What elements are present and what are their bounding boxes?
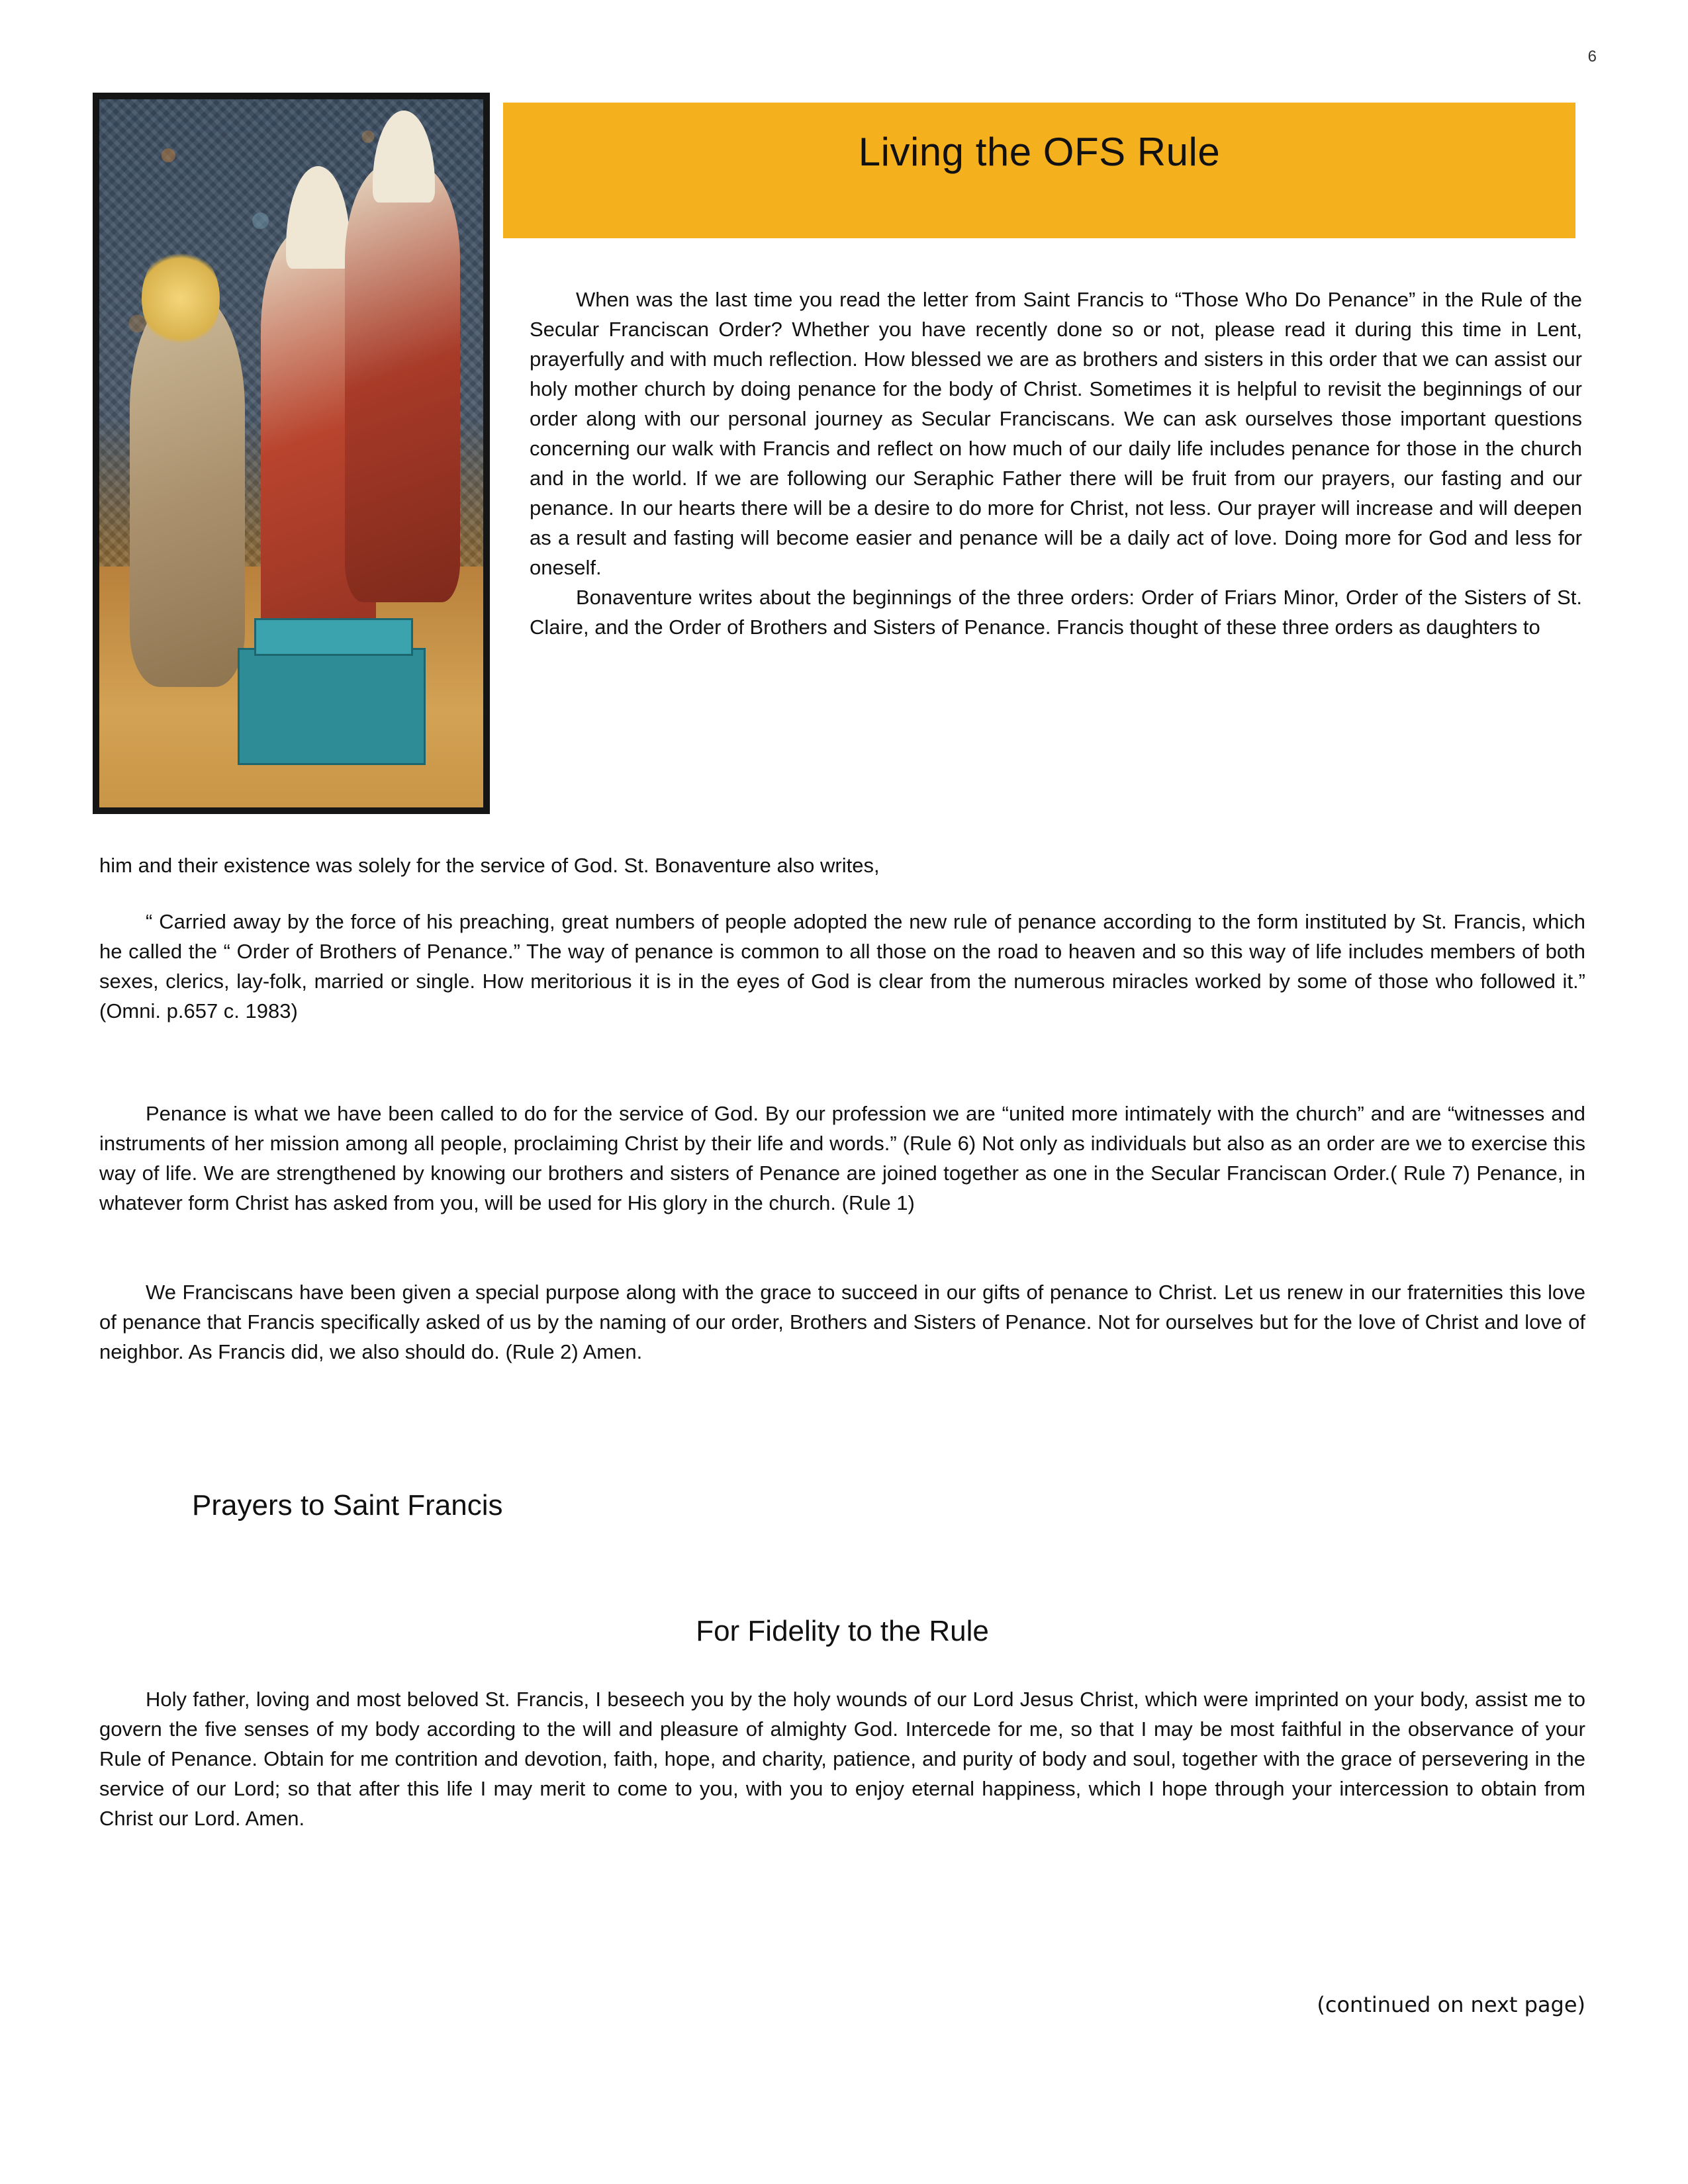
continued-note: (continued on next page): [1317, 1992, 1585, 2017]
article-quote-paragraph: “ Carried away by the force of his preaching, great numbers of people adopted the new rule of penance according to the form instituted by St. Francis, which he called the “ Order of Brothers of Penance.” The way of penance is common to all those on the road to heaven and so this way of life includes members of both sexes, clerics, lay-folk, married or single. How meritorious it is in the eyes of God is clear from the numerous miracles worked by some of those who followed it.” (Omni. p.657 c. 1983): [99, 910, 1585, 1023]
prayer-title: For Fidelity to the Rule: [696, 1615, 989, 1647]
figure-bishop: [345, 163, 460, 602]
article-penance-paragraph: Penance is what we have been called to do for the service of God. By our profession we are “united more intimately with the church” and are “witnesses and instruments of her mission among all people, proclaiming Christ by their life and words.” (Rule 6) Not only as individuals but also as an order are we to exercise this way of life. We are strengthened by knowing our brothers and sisters of Penance are joined together as one in the Secular Franciscan Order.( Rule 7) Penance, in whatever form Christ has asked from you, will be used for His glory in the church. (Rule 1): [99, 1102, 1585, 1214]
illustration-frame: [93, 93, 490, 814]
halo-icon: [142, 247, 220, 350]
prayers-section-heading: Prayers to Saint Francis: [192, 1489, 503, 1522]
bench-object: [238, 648, 426, 765]
article-paragraph-2: Bonaventure writes about the beginnings of the three orders: Order of Friars Minor, Order of the Sisters of St. Claire, and the Order of Brothers and Sisters of Penance. Francis thought of these three orders as daughters to: [530, 586, 1582, 639]
article-wrap-tail: him and their existence was solely for the service of God. St. Bonaventure also writes,: [99, 854, 880, 877]
page-title: Living the OFS Rule: [858, 130, 1221, 174]
article-column-right: [530, 285, 1582, 642]
prayer-body: Holy father, loving and most beloved St. Francis, I beseech you by the holy wounds of our Lord Jesus Christ, which were imprinted on your body, assist me to govern the five senses of my body according to the will and pleasure of almighty God. Intercede for me, so that I may be most faithful in the observance of your Rule of Penance. Obtain for me contrition and devotion, faith, hope, and charity, patience, and purity of body and soul, together with the grace of persevering in the service of our Lord; so that after this life I may merit to come to you, with you to enjoy eternal happiness, which I hope through your intercession to obtain from Christ our Lord. Amen.: [99, 1688, 1585, 1830]
illustration-image: [99, 99, 483, 807]
article-paragraph-1: When was the last time you read the letter from Saint Francis to “Those Who Do Penance” in the Rule of the Secular Franciscan Order? Whether you have recently done so or not, please read it during this time in Lent, prayerfully and with much reflection. How blessed we are as brothers and sisters in this order that we can assist our holy mother church by doing penance for the body of Christ. Sometimes it is helpful to revisit the beginnings of our order along with our personal journey as Secular Franciscans. We can ask ourselves those important questions concerning our walk with Francis and reflect on how much of our daily life includes penance for those in the church and in the world. If we are following our Seraphic Father there will be fruit from our prayers, our fasting and our penance. In our hearts there will be a desire to do more for Christ, not less. Our prayer will increase and will deepen as a result and fasting will become easier and penance will be a daily act of love. Doing more for God and less for oneself.: [530, 288, 1582, 579]
page-number: 6: [1587, 48, 1597, 66]
figure-saint-francis: [130, 291, 245, 687]
article-closing-paragraph: We Franciscans have been given a special purpose along with the grace to succeed in our gifts of penance to Christ. Let us renew in our fraternities this love of penance that Francis specifically asked of us by the naming of our order, Brothers and Sisters of Penance. Not for ourselves but for the love of Christ and love of neighbor. As Francis did, we also should do. (Rule 2) Amen.: [99, 1281, 1585, 1363]
